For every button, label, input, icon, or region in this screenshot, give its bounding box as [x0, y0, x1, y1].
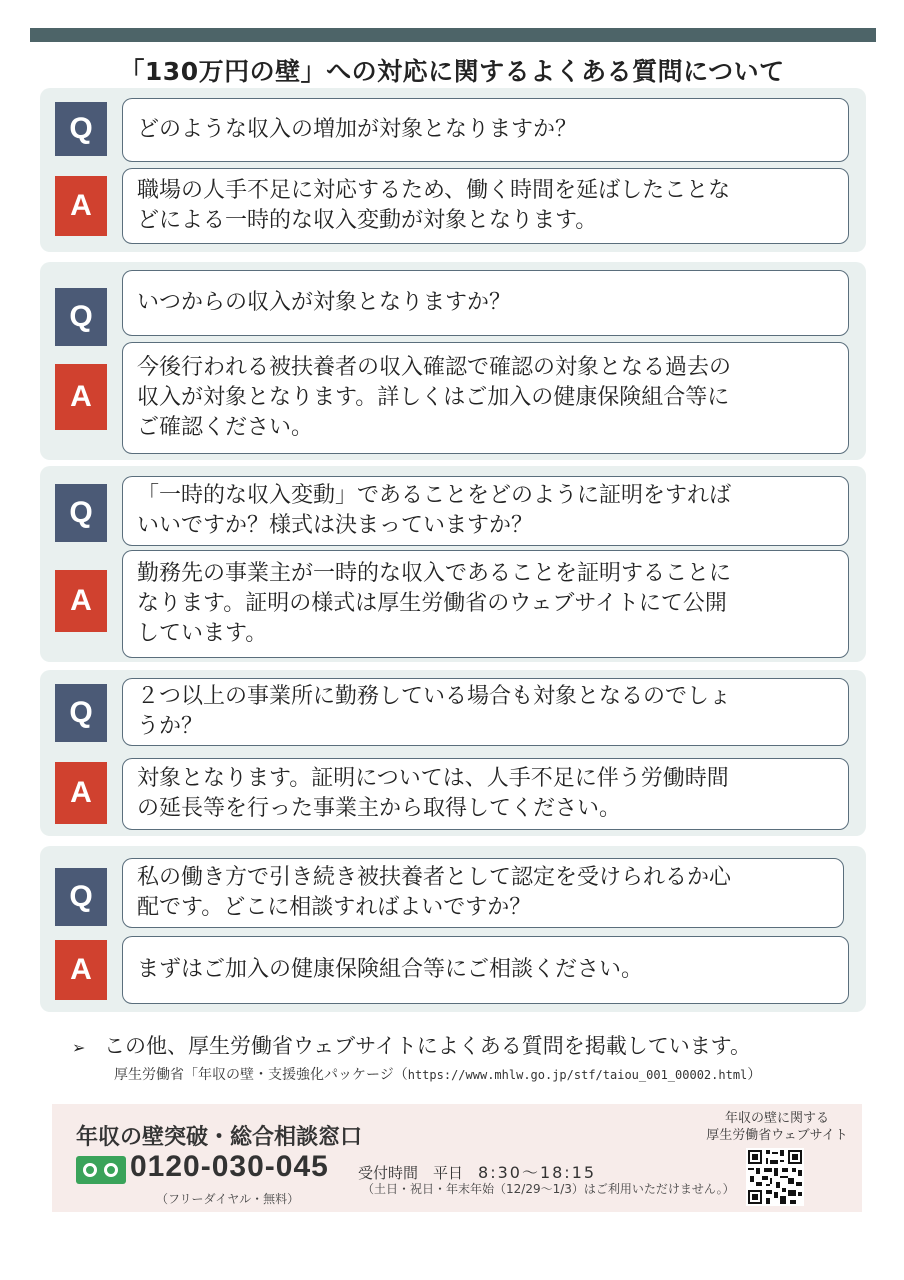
question-line: うか？ — [137, 714, 204, 739]
source-reference — [114, 1064, 761, 1084]
question-text — [122, 98, 849, 162]
a-badge: A — [55, 940, 107, 1000]
a-badge: A — [55, 762, 107, 824]
faq-block-5 — [40, 846, 866, 1012]
answer-line: 職場の人手不足に対応するため、働く時間を延ばしたことな — [137, 178, 731, 203]
question-text — [122, 476, 849, 546]
qr-caption-line: 年収の壁に関する — [724, 1111, 829, 1126]
answer-line: なります。証明の様式は厚生労働省のウェブサイトにて公開 — [137, 591, 727, 616]
hours-time: 8:30〜18:15 — [478, 1163, 597, 1182]
question-text — [122, 270, 849, 336]
faq-block-2 — [40, 262, 866, 460]
question-line: いつからの収入が対象となりますか？ — [137, 290, 512, 315]
answer-line: 対象となります。証明については、人手不足に伴う労働時間 — [137, 766, 729, 791]
a-badge: A — [55, 364, 107, 430]
question-line: 「一時的な収入変動」であることをどのように証明をすれば — [137, 483, 732, 508]
free-dial-note: （フリーダイヤル・無料） — [156, 1192, 300, 1206]
answer-line: まずはご加入の健康保険組合等にご相談ください。 — [137, 957, 644, 982]
answer-line: しています。 — [137, 621, 268, 646]
question-text — [122, 858, 844, 928]
source-url-link[interactable]: https://www.mhlw.go.jp/stf/taiou_001_00002.html — [407, 1068, 748, 1082]
answer-line: ご確認ください。 — [137, 415, 314, 440]
answer-line: どによる一時的な収入変動が対象となります。 — [137, 208, 598, 233]
answer-line: 今後行われる被扶養者の収入確認で確認の対象となる過去の — [137, 355, 732, 380]
free-dial-icon — [76, 1156, 126, 1184]
a-badge: A — [55, 570, 107, 632]
q-badge: Q — [55, 868, 107, 926]
a-badge: A — [55, 176, 107, 236]
qr-caption — [692, 1110, 862, 1144]
q-badge: Q — [55, 102, 107, 156]
source-prefix: 厚生労働省「年収の壁・支援強化パッケージ（ — [114, 1067, 408, 1083]
answer-line: の延長等を行った事業主から取得してください。 — [137, 796, 622, 821]
qr-caption-line: 厚生労働省ウェブサイト — [706, 1128, 848, 1143]
footer-title: 年収の壁突破・総合相談窓口 — [76, 1125, 363, 1150]
page-title: 「130万円の壁」への対応に関するよくある質問について — [119, 57, 785, 86]
answer-text — [122, 168, 849, 244]
answer-text — [122, 342, 849, 454]
faq-block-1 — [40, 88, 866, 252]
q-badge: Q — [55, 484, 107, 542]
closed-days-note: （土日・祝日・年末年始（12/29〜1/3）はご利用いただけません。） — [362, 1182, 735, 1196]
q-badge: Q — [55, 684, 107, 742]
question-text — [122, 678, 849, 746]
question-line: ２つ以上の事業所に勤務している場合も対象となるのでしょ — [137, 684, 732, 709]
faq-block-4 — [40, 670, 866, 836]
top-bar — [30, 28, 876, 42]
source-suffix: ） — [747, 1067, 762, 1083]
answer-text — [122, 758, 849, 830]
answer-line: 勤務先の事業主が一時的な収入であることを証明することに — [137, 561, 732, 586]
answer-line: 収入が対象となります。詳しくはご加入の健康保険組合等に — [137, 385, 730, 410]
arrow-bullet-icon: ➢ — [72, 1038, 86, 1057]
question-line: どのような収入の増加が対象となりますか？ — [137, 117, 578, 142]
question-line: 配です。どこに相談すればよいですか？ — [137, 895, 532, 920]
answer-text — [122, 936, 849, 1004]
question-line: いいですか？様式は決まっていますか？ — [137, 513, 534, 538]
consultation-footer — [52, 1104, 862, 1212]
qr-code-icon[interactable] — [746, 1148, 804, 1206]
q-badge: Q — [55, 288, 107, 346]
faq-block-3 — [40, 466, 866, 662]
answer-text — [122, 550, 849, 658]
hours-label: 受付時間 平日 — [358, 1164, 479, 1182]
note-text: この他、厚生労働省ウェブサイトによくある質問を掲載しています。 — [104, 1034, 752, 1058]
question-line: 私の働き方で引き続き被扶養者として認定を受けられるか心 — [137, 865, 732, 890]
additional-info-note — [72, 1030, 751, 1060]
phone-number[interactable]: 0120-030-045 — [130, 1150, 329, 1183]
